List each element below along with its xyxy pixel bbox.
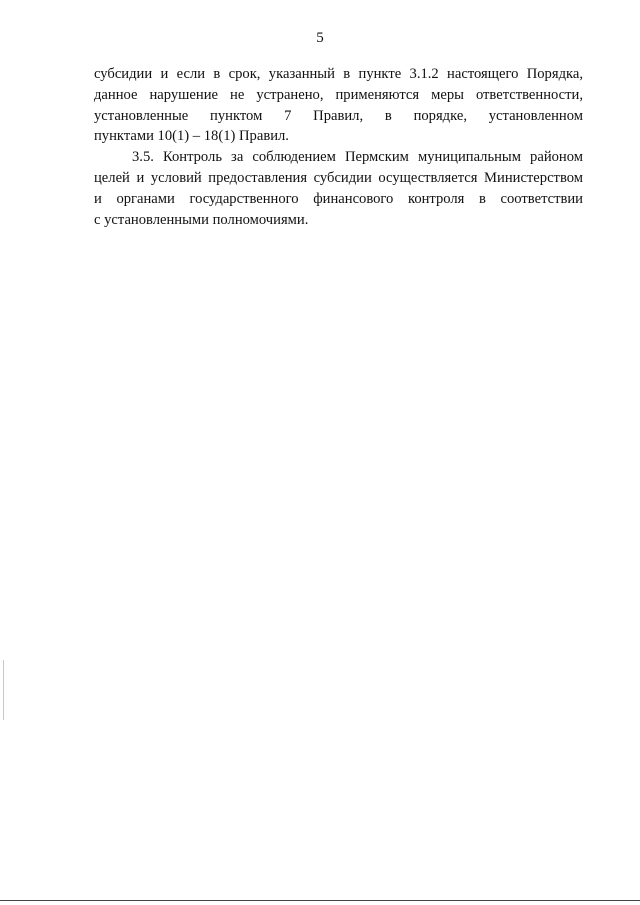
text-line: 3.5. Контроль за соблюдением Пермским муниципальным районом [132,149,583,166]
text-line: данное нарушение не устранено, применяются меры ответственности, [94,86,583,103]
paragraph-penalties [94,64,583,147]
text-line: целей и условий предоставления субсидии осуществляется Министерством [94,169,583,186]
text-line: и органами государственного финансового контроля в соответствии [94,190,583,207]
text-line: с установленными полномочиями. [94,211,309,228]
page-number: 5 [316,30,324,46]
paragraph-control [94,147,583,230]
text-line: пунктами 10(1) – 18(1) Правил. [94,128,289,145]
text-line: установленные пунктом 7 Правил, в порядке, установленном [94,107,583,124]
body-text [94,64,583,230]
scan-artifact-bottom-edge [0,900,640,901]
text-line: субсидии и если в срок, указанный в пункте 3.1.2 настоящего Порядка, [94,66,583,82]
scan-artifact-left [3,660,4,720]
